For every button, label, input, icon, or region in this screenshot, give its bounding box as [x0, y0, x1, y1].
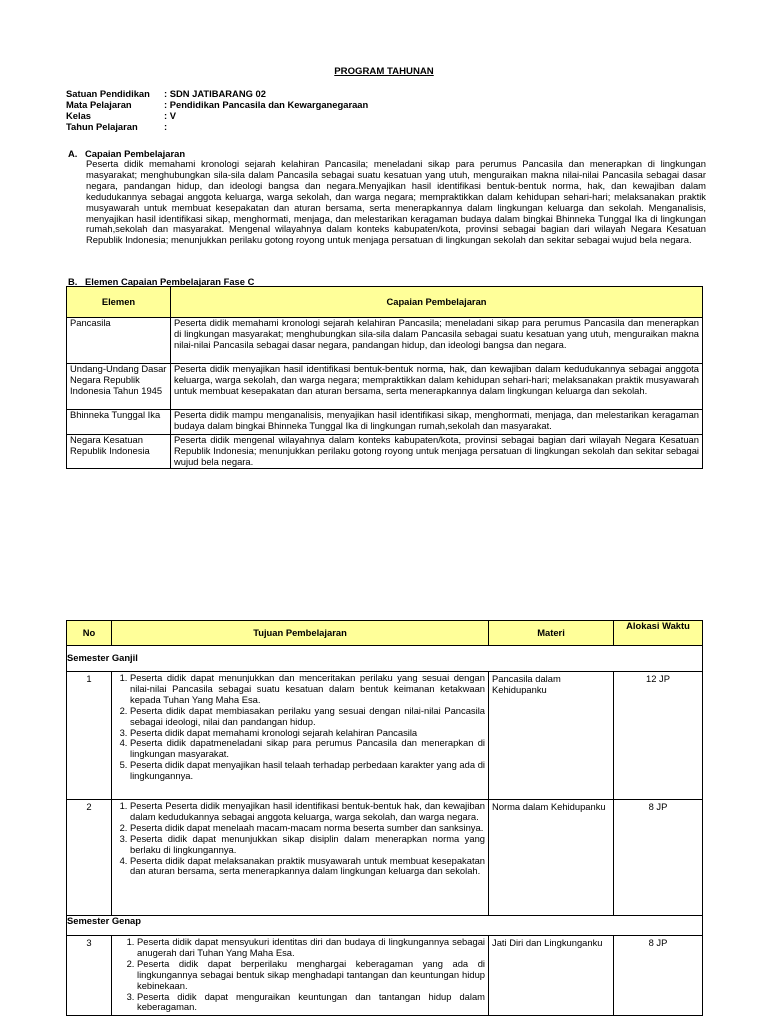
- alokasi-cell: 8 JP: [614, 936, 703, 1016]
- elemen-cell: Undang-Undang Dasar Negara Republik Indonesia Tahun 1945: [67, 364, 171, 410]
- section-a-body: Peserta didik memahami kronologi sejarah kelahiran Pancasila; meneladani sikap para perumus Pancasila dan menerapkan di lingkungan masyarakat; menghubungkan sila-sila dalam Pancasila sebagai suatu kesatuan yang utuh, menguraikan makna nilai-nilai Pancasila sebagai dasar negara, pandangan hidup, dan ideologi bangsa dan negara.Menyajikan hasil identifikasi bentuk-bentuk norma, hak, dan kewajiban dalam kedudukannya sebagai anggota keluarga, warga sekolah, dan warga negara; mempraktikkan dalam kehidupan sehari-hari; melaksanakan praktik musyawarah untuk membuat kesepakatan dan aturan bersama, serta menerapkannya dalam lingkungan keluarga dan sekolah. Menganalisis, menyajikan hasil identifikasi sikap, menghormati, menjaga, dan melestarikan keragaman budaya dalam bingkai Bhinneka Tunggal Ika di lingkungan rumah,sekolah dan masyarakat. Mengenal wilayahnya dalam konteks kabupaten/kota, provinsi sebagai bagian dari wilayah Negara Kesatuan Republik Indonesia; menunjukkan perilaku gotong royong untuk menjaga persatuan di lingkungan sekolah dan sekitar sebagai wujud bela negara.: [86, 158, 706, 246]
- capaian-cell: Peserta didik menyajikan hasil identifikasi bentuk-bentuk norma, hak, dan kewajiban dalam kedudukannya sebagai anggota keluarga, warga sekolah, dan warga negara; mempraktikkan dalam kehidupan sehari-hari; melaksanakan praktik musyawarah untuk membuat kesepakatan dan aturan bersama, serta menerapkannya dalam lingkungan keluarga dan sekolah.: [171, 364, 703, 410]
- program-table: [66, 620, 703, 1016]
- row-number: 1: [67, 672, 112, 800]
- row-number: 3: [67, 936, 112, 1016]
- list-item: 3. Peserta didik dapat menunjukkan sikap disiplin dalam menerapkan norma yang berlaku di lingkungannya.: [130, 834, 485, 856]
- meta-row-kelas: [66, 110, 368, 121]
- table-header-row: [67, 287, 703, 318]
- list-item: 4. Peserta didik dapat melaksanakan praktik musyawarah untuk membuat kesepakatan dan aturan bersama, serta menerapkannya dalam lingkungan keluarga dan sekolah.: [130, 856, 485, 878]
- materi-cell: Pancasila dalam Kehidupanku: [489, 672, 614, 800]
- elemen-cell: Negara Kesatuan Republik Indonesia: [67, 435, 171, 469]
- meta-row-tahun: [66, 121, 368, 132]
- column-header: No: [67, 621, 112, 646]
- page-title: PROGRAM TAHUNAN: [334, 66, 434, 77]
- meta-label: Satuan Pendidikan: [66, 88, 150, 99]
- semester-row: [67, 646, 703, 672]
- elemen-cell: Bhinneka Tunggal Ika: [67, 410, 171, 435]
- tujuan-cell: [112, 672, 489, 800]
- table-row: [67, 318, 703, 364]
- tujuan-cell: [112, 936, 489, 1016]
- semester-row: [67, 916, 703, 936]
- section-a-heading: A. Capaian Pembelajaran: [68, 148, 186, 159]
- document-meta: [66, 88, 368, 132]
- meta-value: : SDN JATIBARANG 02: [164, 88, 266, 99]
- tujuan-list: [115, 801, 485, 877]
- table-row: [67, 435, 703, 469]
- list-item: 4. Peserta didik dapatmeneladani sikap para perumus Pancasila dan menerapkan di lingkungan masyarakat.: [130, 738, 485, 760]
- capaian-cell: Peserta didik mengenal wilayahnya dalam konteks kabupaten/kota, provinsi sebagai bagian dari wilayah Negara Kesatuan Republik Indonesia; menunjukkan perilaku gotong royong untuk menjaga persatuan di lingkungan sekolah dan sekitar sebagai wujud bela negara.: [171, 435, 703, 469]
- row-number: 2: [67, 800, 112, 916]
- meta-row-satuan: [66, 88, 368, 99]
- semester-label: Semester Genap: [67, 916, 703, 936]
- column-header: Tujuan Pembelajaran: [112, 621, 489, 646]
- meta-row-mapel: [66, 99, 368, 110]
- elemen-cell: Pancasila: [67, 318, 171, 364]
- materi-cell: Norma dalam Kehidupanku: [489, 800, 614, 916]
- elemen-table: [66, 286, 703, 469]
- tujuan-list: [115, 937, 485, 1013]
- tujuan-list: [115, 673, 485, 782]
- section-b-heading: B. Elemen Capaian Pembelajaran Fase C: [68, 276, 255, 287]
- table-row: [67, 936, 703, 1016]
- capaian-cell: Peserta didik memahami kronologi sejarah kelahiran Pancasila; meneladani sikap para perumus Pancasila dan menerapkan di lingkungan masyarakat; menghubungkan sila-sila dalam Pancasila sebagai suatu kesatuan yang utuh, menguraikan makna nilai-nilai Pancasila sebagai dasar negara, pandangan hidup, dan ideologi bangsa dan negara.: [171, 318, 703, 364]
- list-item: 3. Peserta didik dapat memahami kronologi sejarah kelahiran Pancasila: [130, 728, 485, 739]
- column-header: Elemen: [67, 287, 171, 318]
- table-header-row: [67, 621, 703, 646]
- list-item: 5. Peserta didik dapat menyajikan hasil telaah terhadap perbedaan karakter yang ada di lingkungannya.: [130, 760, 485, 782]
- meta-value: :: [164, 121, 168, 132]
- meta-label: Tahun Pelajaran: [66, 121, 138, 132]
- capaian-cell: Peserta didik mampu menganalisis, menyajikan hasil identifikasi sikap, menghormati, menjaga, dan melestarikan keragaman budaya dalam bingkai Bhinneka Tunggal Ika di lingkungan rumah,sekolah dan masyarakat.: [171, 410, 703, 435]
- materi-cell: Jati Diri dan Lingkunganku: [489, 936, 614, 1016]
- alokasi-cell: 8 JP: [614, 800, 703, 916]
- list-item: 2. Peserta didik dapat menelaah macam-macam norma beserta sumber dan sanksinya.: [130, 823, 485, 834]
- list-item: 1. Peserta didik dapat menunjukkan dan menceritakan perilaku yang sesuai dengan nilai-nilai Pancasila sebagai suatu kesatuan dalam bentuk keimanan ketakwaan kepada Tuhan Yang Maha Esa.: [130, 673, 485, 706]
- column-header: Materi: [489, 621, 614, 646]
- table-row: [67, 364, 703, 410]
- list-item: 2. Peserta didik dapat berperilaku menghargai keberagaman yang ada di lingkungannya sebagai bentuk sikap menghadapi tantangan dan keuntungan hidup kebinekaan.: [137, 959, 485, 992]
- alokasi-cell: 12 JP: [614, 672, 703, 800]
- tujuan-cell: [112, 800, 489, 916]
- table-row: [67, 410, 703, 435]
- list-item: 1. Peserta Peserta didik menyajikan hasil identifikasi bentuk-bentuk hak, dan kewajiban dalam kedudukannya sebagai anggota keluarga, warga sekolah, dan warga negara.: [130, 801, 485, 823]
- table-row: [67, 800, 703, 916]
- list-item: 1. Peserta didik dapat mensyukuri identitas diri dan budaya di lingkungannya sebagai anugerah dari Tuhan Yang Maha Esa.: [137, 937, 485, 959]
- list-item: 2. Peserta didik dapat membiasakan perilaku yang sesuai dengan nilai-nilai Pancasila sebagai ideologi, nilai dan pandangan hidup.: [130, 706, 485, 728]
- meta-value: : Pendidikan Pancasila dan Kewarganegaraan: [164, 99, 369, 110]
- meta-label: Kelas: [66, 110, 92, 121]
- table-row: [67, 672, 703, 800]
- section-capaian: [68, 148, 706, 246]
- column-header: Alokasi Waktu: [614, 621, 703, 646]
- column-header: Capaian Pembelajaran: [171, 287, 703, 318]
- meta-label: Mata Pelajaran: [66, 99, 132, 110]
- semester-label: Semester Ganjil: [67, 646, 703, 672]
- meta-value: : V: [164, 110, 176, 121]
- list-item: 3. Peserta didik dapat menguraikan keuntungan dan tantangan hidup dalam keberagaman.: [137, 992, 485, 1014]
